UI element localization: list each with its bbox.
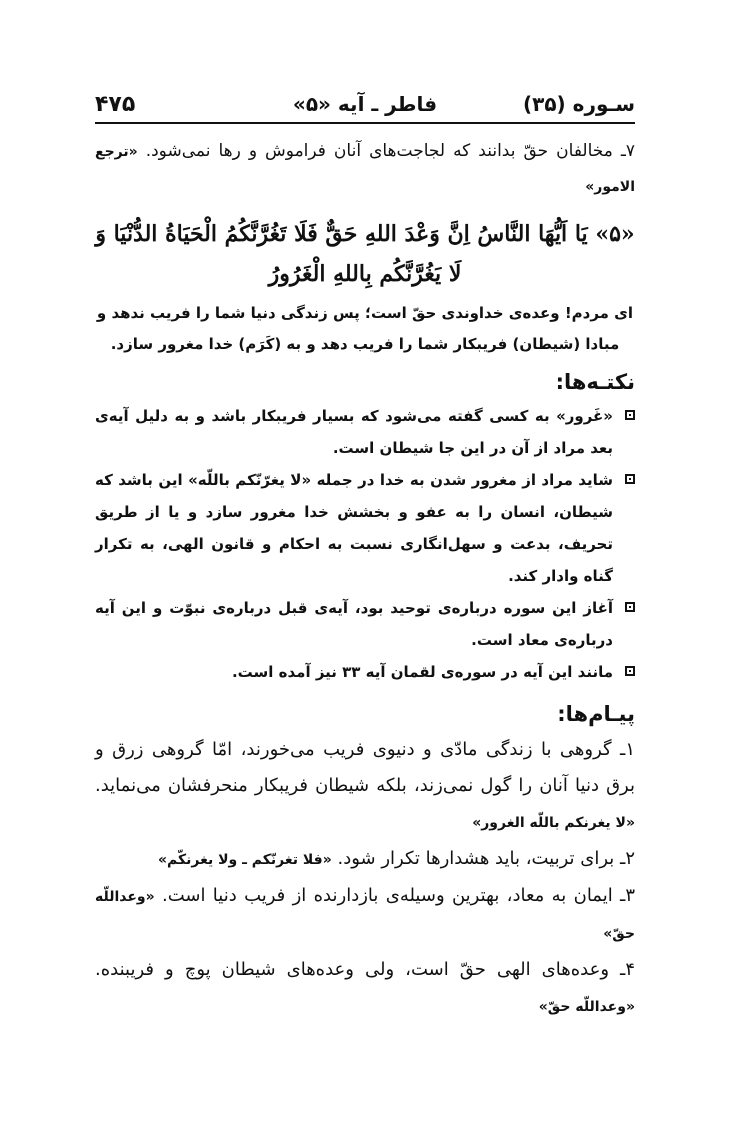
translation-line-1: ای مردم! وعده‌ی خداوندی حقّ است؛ پس زندگی دنیا شما را فریب ندهد و [96,304,634,322]
note-item [95,400,635,464]
square-bullet-icon [625,474,635,484]
notes-title: نکتـه‌ها: [555,370,635,394]
note-text: «غَرور» به کسی گفته می‌شود که بسیار فریبکار باشد و به دلیل آیه‌ی بعد مراد از آن در این جا شیطان است. [95,407,613,457]
messages-list [95,732,635,1025]
intro-reference: «ترجع الامور» [95,144,635,195]
note-item [95,656,635,688]
note-text: آغاز این سوره درباره‌ی توحید بود، آیه‌ی قبل درباره‌ی نبوّت و این آیه درباره‌ی معاد است. [95,599,613,649]
messages-title: پیـام‌ها: [557,702,635,726]
surah-title: فاطر ـ آیه «۵» [292,92,438,116]
note-text: مانند این آیه در سوره‌ی لقمان آیه ۳۳ نیز آمده است. [231,663,613,681]
square-bullet-icon [625,666,635,676]
verse-translation [95,298,635,360]
notes-list [95,400,635,688]
verse-arabic: یَا اَیُّهَا النَّاسُ اِنَّ وَعْدَ اللهِ حَقٌّ فَلَا تَغُرَّنَّکُمُ الْحَیَاةُ الدُّنْیَا وَ لَا یَغُرَّنَّکُم بِاللهِ الْغَرُورُ [95,221,588,287]
message-item [95,841,635,878]
translation-line-2: مبادا (شیطان) فریبکار شما را فریب دهد و به (کَرَم) خدا مغرور سازد. [110,335,620,353]
note-item [95,592,635,656]
message-text: ۱ـ گروهی با زندگی مادّی و دنیوی فریب می‌خورند، امّا گروهی زرق و برق دنیا آنان را گول نمی‌زند، بلکه شیطان فریبکار منحرفشان می‌نماید. [95,739,635,796]
surah-label: سـوره (۳۵) [522,92,635,116]
note-item [95,464,635,592]
square-bullet-icon [625,602,635,612]
note-text: شاید مراد از مغرور شدن به خدا در جمله «لا یغرّنّکم باللّه» این باشد که شیطان، انسان را به عفو و بخشش خدا مغرور سازد و یا از طریق تحریف، بدعت و سهل‌انگاری نسبت به احکام و قانون الهی، به تکرار گناه وادار کند. [95,471,613,585]
message-reference: «وعداللّه حقّ» [95,889,635,942]
message-text: ۴ـ وعده‌های الهی حقّ است، ولی وعده‌های شیطان پوچ و فریبنده. [95,959,635,980]
page-header [95,88,635,124]
message-text: ۲ـ برای تربیت، باید هشدارها تکرار شود. [337,848,635,869]
message-item [95,952,635,1025]
page-content [95,134,635,1025]
message-text: ۳ـ ایمان به معاد، بهترین وسیله‌ی بازدارنده از فریب دنیا است. [162,885,635,906]
message-item [95,732,635,841]
intro-text: ۷ـ مخالفان حقّ بدانند که لجاجت‌های آنان فراموش و رها نمی‌شود. [145,141,636,161]
quran-verse [95,214,635,294]
verse-number: «۵» [595,221,635,247]
message-reference: «فلا تغرنّکم ـ ولا یغرنکّم» [157,852,332,868]
square-bullet-icon [625,410,635,420]
message-reference: «لا یغرنکم باللّه الغرور» [472,815,635,831]
message-reference: «وعداللّه حقّ» [538,999,635,1015]
page-number: ۴۷۵ [95,92,136,117]
intro-paragraph [95,134,635,204]
message-item [95,878,635,952]
